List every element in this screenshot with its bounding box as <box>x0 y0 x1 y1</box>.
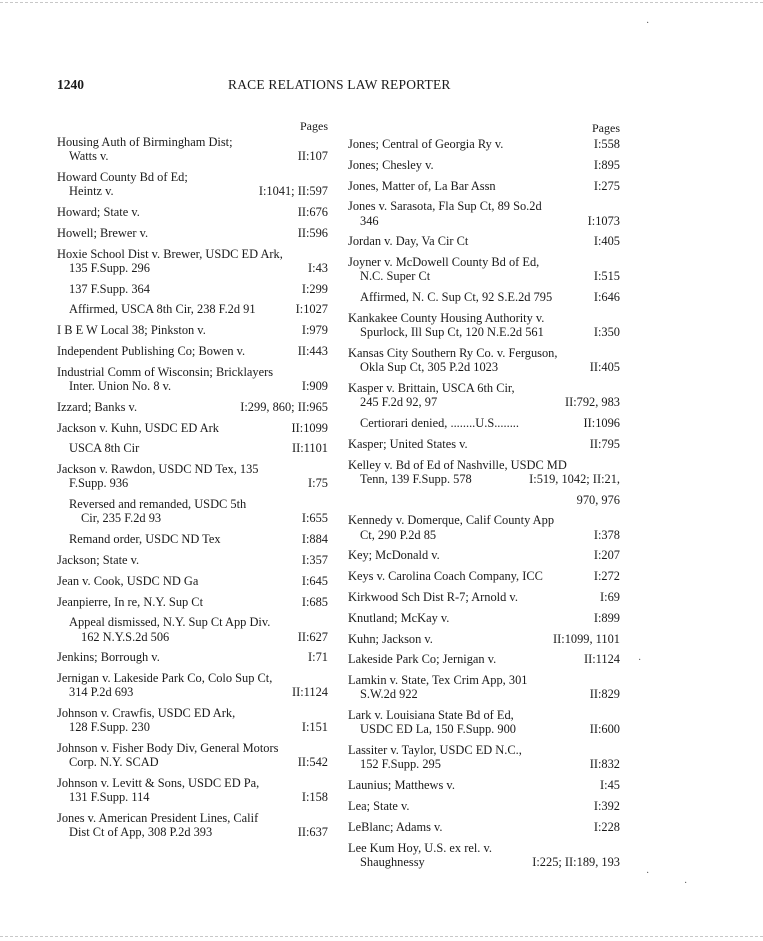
index-entry <box>348 137 620 151</box>
entry-title: Jones v. American President Lines, Calif <box>57 811 259 826</box>
entry-continuation: Okla Sup Ct, 305 P.2d 1023 <box>360 360 499 375</box>
entry-page-ref: I:357 <box>299 553 328 567</box>
index-entry <box>348 158 620 172</box>
entry-continuation: Dist Ct of App, 308 P.2d 393 <box>69 825 213 840</box>
entry-title: Key; McDonald v. <box>348 548 440 563</box>
entry-page-ref: II:832 <box>587 757 620 771</box>
entry-continuation: 162 N.Y.S.2d 506 <box>81 629 170 644</box>
entry-continuation: 128 F.Supp. 230 <box>69 720 150 735</box>
entry-title: Johnson v. Fisher Body Div, General Motors <box>57 741 279 756</box>
index-entry <box>348 199 620 227</box>
index-entry <box>348 311 620 339</box>
entry-page-ref: I:69 <box>597 590 620 604</box>
entry-title: Affirmed, N. C. Sup Ct, 92 S.E.2d 795 <box>360 290 553 305</box>
entry-page-ref: I:225; II:189, 193 <box>529 855 620 869</box>
entry-page-ref: II:792, 983 <box>562 395 620 409</box>
entry-continuation: Watts v. <box>69 149 109 164</box>
index-entry <box>348 569 620 583</box>
index-entry <box>348 513 620 541</box>
entry-page-ref: I:655 <box>299 511 328 525</box>
index-entry <box>348 652 620 666</box>
pages-label-right: Pages <box>592 121 620 135</box>
entry-page-ref: II:443 <box>295 344 328 358</box>
page-number: 1240 <box>57 77 84 92</box>
entry-title: Joyner v. McDowell County Bd of Ed, <box>348 255 540 270</box>
entry-page-ref: I:1041; II:597 <box>256 184 328 198</box>
index-entry <box>57 302 328 316</box>
entry-continuation: F.Supp. 936 <box>69 476 129 491</box>
index-entry <box>348 290 620 304</box>
entry-title: Kelley v. Bd of Ed of Nashville, USDC MD <box>348 457 567 472</box>
index-entry <box>348 799 620 813</box>
index-entry <box>57 323 328 337</box>
entry-continuation: 245 F.2d 92, 97 <box>360 395 438 410</box>
entry-page-ref: I:405 <box>591 234 620 248</box>
right-entry-list <box>348 137 620 869</box>
index-entry <box>57 741 328 769</box>
entry-page-ref: I:646 <box>591 290 620 304</box>
entry-continuation: 135 F.Supp. 296 <box>69 260 150 275</box>
entry-page-ref: II:542 <box>295 755 328 769</box>
index-entry <box>57 553 328 567</box>
entry-continuation: USDC ED La, 150 F.Supp. 900 <box>360 722 516 737</box>
index-entry <box>57 615 328 643</box>
index-column-left <box>57 119 328 846</box>
entry-page-ref: II:795 <box>587 437 620 451</box>
entry-page-ref: I:207 <box>591 548 620 562</box>
entry-page-ref: I:1027 <box>293 302 328 316</box>
entry-page-ref: 970, 976 <box>574 493 620 507</box>
entry-title: Howard County Bd of Ed; <box>57 170 188 184</box>
entry-title: Appeal dismissed, N.Y. Sup Ct App Div. <box>69 615 271 630</box>
index-entry <box>348 778 620 792</box>
entry-page-ref: II:676 <box>295 205 328 219</box>
entry-title: Kasper; United States v. <box>348 436 468 451</box>
index-entry <box>57 282 328 296</box>
entry-page-ref: I:71 <box>305 650 328 664</box>
index-entry <box>57 650 328 664</box>
entry-page-ref: I:685 <box>299 595 328 609</box>
index-entry <box>57 226 328 240</box>
entry-title: Remand order, USDC ND Tex <box>69 532 221 547</box>
entry-continuation: Tenn, 139 F.Supp. 578 <box>360 471 472 486</box>
entry-title: Jordan v. Day, Va Cir Ct <box>348 234 469 249</box>
entry-title: Johnson v. Crawfis, USDC ED Ark, <box>57 706 236 721</box>
scan-speck: · <box>684 878 688 889</box>
entry-page-ref: I:515 <box>591 269 620 283</box>
entry-page-ref: I:645 <box>299 574 328 588</box>
entry-title: Jones, Matter of, La Bar Assn <box>348 178 496 193</box>
index-entry <box>57 497 328 525</box>
index-entry <box>57 671 328 699</box>
entry-page-ref: I:151 <box>299 720 328 734</box>
entry-page-ref: II:1096 <box>581 416 620 430</box>
entry-continuation: 346 <box>360 213 379 228</box>
index-entry <box>348 611 620 625</box>
entry-page-ref: I:272 <box>591 569 620 583</box>
entry-title: Kankakee County Housing Authority v. <box>348 310 545 325</box>
entry-title: Jones; Chesley v. <box>348 157 434 172</box>
entry-title: USCA 8th Cir <box>69 441 140 456</box>
index-entry <box>57 365 328 393</box>
pages-label-left: Pages <box>300 119 328 133</box>
entry-page-ref: II:829 <box>587 687 620 701</box>
entry-title: I B E W Local 38; Pinkston v. <box>57 323 206 338</box>
entry-page-ref: I:909 <box>299 379 328 393</box>
entry-title: Lakeside Park Co; Jernigan v. <box>348 652 497 667</box>
entry-title: Certiorari denied, ........U.S........ <box>360 415 519 430</box>
entry-page-ref: I:299 <box>299 282 328 296</box>
entry-title: Jernigan v. Lakeside Park Co, Colo Sup Ct, <box>57 671 273 686</box>
entry-page-ref: II:600 <box>587 722 620 736</box>
index-entry <box>57 574 328 588</box>
entry-continuation: Cir, 235 F.2d 93 <box>81 511 162 526</box>
index-entry <box>348 416 620 430</box>
entry-title: Jackson; State v. <box>57 552 140 567</box>
entry-title: Jenkins; Borrough v. <box>57 650 160 665</box>
index-entry <box>348 381 620 409</box>
entry-title: Hoxie School Dist v. Brewer, USDC ED Ark, <box>57 246 283 261</box>
scan-bottom-border <box>0 936 763 937</box>
index-entry <box>348 820 620 834</box>
left-entry-list <box>57 135 328 840</box>
entry-page-ref: II:1099, 1101 <box>550 632 620 646</box>
entry-continuation: Ct, 290 P.2d 85 <box>360 527 437 542</box>
entry-page-ref: I:895 <box>591 158 620 172</box>
index-entry <box>348 179 620 193</box>
entry-title: Izzard; Banks v. <box>57 399 138 414</box>
entry-page-ref: II:1124 <box>289 685 328 699</box>
entry-title: Reversed and remanded, USDC 5th <box>69 497 247 512</box>
index-entry <box>348 673 620 701</box>
entry-title: Howell; Brewer v. <box>57 225 149 240</box>
entry-continuation: 131 F.Supp. 114 <box>69 790 150 805</box>
index-entry <box>348 632 620 646</box>
index-entry <box>348 590 620 604</box>
index-entry <box>57 135 328 163</box>
entry-title: Housing Auth of Birmingham Dist; <box>57 135 233 149</box>
entry-title: Kennedy v. Domerque, Calif County App <box>348 513 555 528</box>
entry-page-ref: I:275 <box>591 179 620 193</box>
entry-title: 137 F.Supp. 364 <box>69 281 150 296</box>
index-entry <box>348 841 620 869</box>
entry-title: Lark v. Louisiana State Bd of Ed, <box>348 708 514 723</box>
entry-page-ref: I:350 <box>591 325 620 339</box>
entry-title: Jones v. Sarasota, Fla Sup Ct, 89 So.2d <box>348 199 542 214</box>
index-entry <box>348 437 620 451</box>
entry-title: Jones; Central of Georgia Ry v. <box>348 137 504 151</box>
entry-title: Keys v. Carolina Coach Company, ICC <box>348 569 543 584</box>
entry-title: Independent Publishing Co; Bowen v. <box>57 343 246 358</box>
entry-page-ref: II:596 <box>295 226 328 240</box>
entry-title: Johnson v. Levitt & Sons, USDC ED Pa, <box>57 776 260 791</box>
entry-page-ref: II:637 <box>295 825 328 839</box>
index-entry <box>348 255 620 283</box>
entry-title: Kasper v. Brittain, USCA 6th Cir, <box>348 380 515 395</box>
index-entry <box>348 493 620 507</box>
entry-page-ref: I:392 <box>591 799 620 813</box>
entry-page-ref: II:1101 <box>289 441 328 455</box>
index-entry <box>57 706 328 734</box>
index-entry <box>348 743 620 771</box>
entry-page-ref: II:627 <box>295 630 328 644</box>
entry-page-ref: II:405 <box>587 360 620 374</box>
index-entry <box>57 344 328 358</box>
index-entry <box>57 441 328 455</box>
entry-page-ref: I:884 <box>299 532 328 546</box>
entry-title: Lea; State v. <box>348 798 410 813</box>
index-entry <box>348 234 620 248</box>
entry-continuation: Corp. N.Y. SCAD <box>69 755 159 770</box>
index-entry <box>57 170 328 198</box>
index-column-right <box>348 121 620 876</box>
scan-speck: · <box>646 18 650 29</box>
entry-title: Launius; Matthews v. <box>348 778 455 793</box>
entry-page-ref: I:75 <box>305 476 328 490</box>
index-entry <box>57 247 328 275</box>
entry-title: Affirmed, USCA 8th Cir, 238 F.2d 91 <box>69 302 256 317</box>
entry-page-ref: II:1124 <box>581 652 620 666</box>
index-entry <box>348 458 620 486</box>
entry-title: Knutland; McKay v. <box>348 610 450 625</box>
index-entry <box>57 205 328 219</box>
entry-page-ref: II:107 <box>295 149 328 163</box>
running-header: RACE RELATIONS LAW REPORTER <box>228 77 451 92</box>
index-entry <box>57 811 328 839</box>
entry-continuation: Shaughnessy <box>360 854 425 869</box>
entry-title: Lassiter v. Taylor, USDC ED N.C., <box>348 743 522 758</box>
entry-title: Jackson v. Kuhn, USDC ED Ark <box>57 420 219 435</box>
entry-page-ref: I:558 <box>591 137 620 151</box>
index-entry <box>57 532 328 546</box>
entry-page-ref: I:228 <box>591 820 620 834</box>
entry-title: Industrial Comm of Wisconsin; Bricklayers <box>57 364 274 379</box>
entry-title: Kuhn; Jackson v. <box>348 631 433 646</box>
scan-top-border <box>0 2 763 3</box>
entry-title: Kirkwood Sch Dist R-7; Arnold v. <box>348 589 518 604</box>
entry-page-ref: I:43 <box>305 261 328 275</box>
entry-title: LeBlanc; Adams v. <box>348 819 443 834</box>
entry-title: Howard; State v. <box>57 205 140 219</box>
scan-speck: · <box>646 868 650 879</box>
entry-page-ref: I:899 <box>591 611 620 625</box>
entry-continuation: Spurlock, Ill Sup Ct, 120 N.E.2d 561 <box>360 325 544 340</box>
entry-page-ref: II:1099 <box>289 421 328 435</box>
entry-page-ref: I:979 <box>299 323 328 337</box>
entry-continuation: S.W.2d 922 <box>360 687 418 702</box>
entry-page-ref: I:299, 860; II:965 <box>237 400 328 414</box>
entry-title: Jackson v. Rawdon, USDC ND Tex, 135 <box>57 462 259 477</box>
index-entry <box>57 462 328 490</box>
entry-continuation: 314 P.2d 693 <box>69 685 134 700</box>
entry-page-ref: I:378 <box>591 528 620 542</box>
entry-continuation: N.C. Super Ct <box>360 269 431 284</box>
entry-page-ref: I:1073 <box>585 214 620 228</box>
entry-page-ref: I:519, 1042; II:21, <box>526 472 620 486</box>
index-entry <box>348 346 620 374</box>
entry-page-ref: I:45 <box>597 778 620 792</box>
entry-title: Lamkin v. State, Tex Crim App, 301 <box>348 673 528 688</box>
scan-speck: · <box>638 655 642 666</box>
index-entry <box>57 400 328 414</box>
index-entry <box>57 776 328 804</box>
entry-title: Jean v. Cook, USDC ND Ga <box>57 573 199 588</box>
entry-continuation: Heintz v. <box>69 184 114 199</box>
entry-title: Jeanpierre, In re, N.Y. Sup Ct <box>57 594 204 609</box>
index-entry <box>348 708 620 736</box>
entry-continuation: Inter. Union No. 8 v. <box>69 378 172 393</box>
entry-page-ref: I:158 <box>299 790 328 804</box>
entry-continuation: 152 F.Supp. 295 <box>360 757 441 772</box>
entry-title: Lee Kum Hoy, U.S. ex rel. v. <box>348 840 492 855</box>
index-entry <box>57 421 328 435</box>
entry-title: Kansas City Southern Ry Co. v. Ferguson, <box>348 345 558 360</box>
index-entry <box>57 595 328 609</box>
index-entry <box>348 548 620 562</box>
